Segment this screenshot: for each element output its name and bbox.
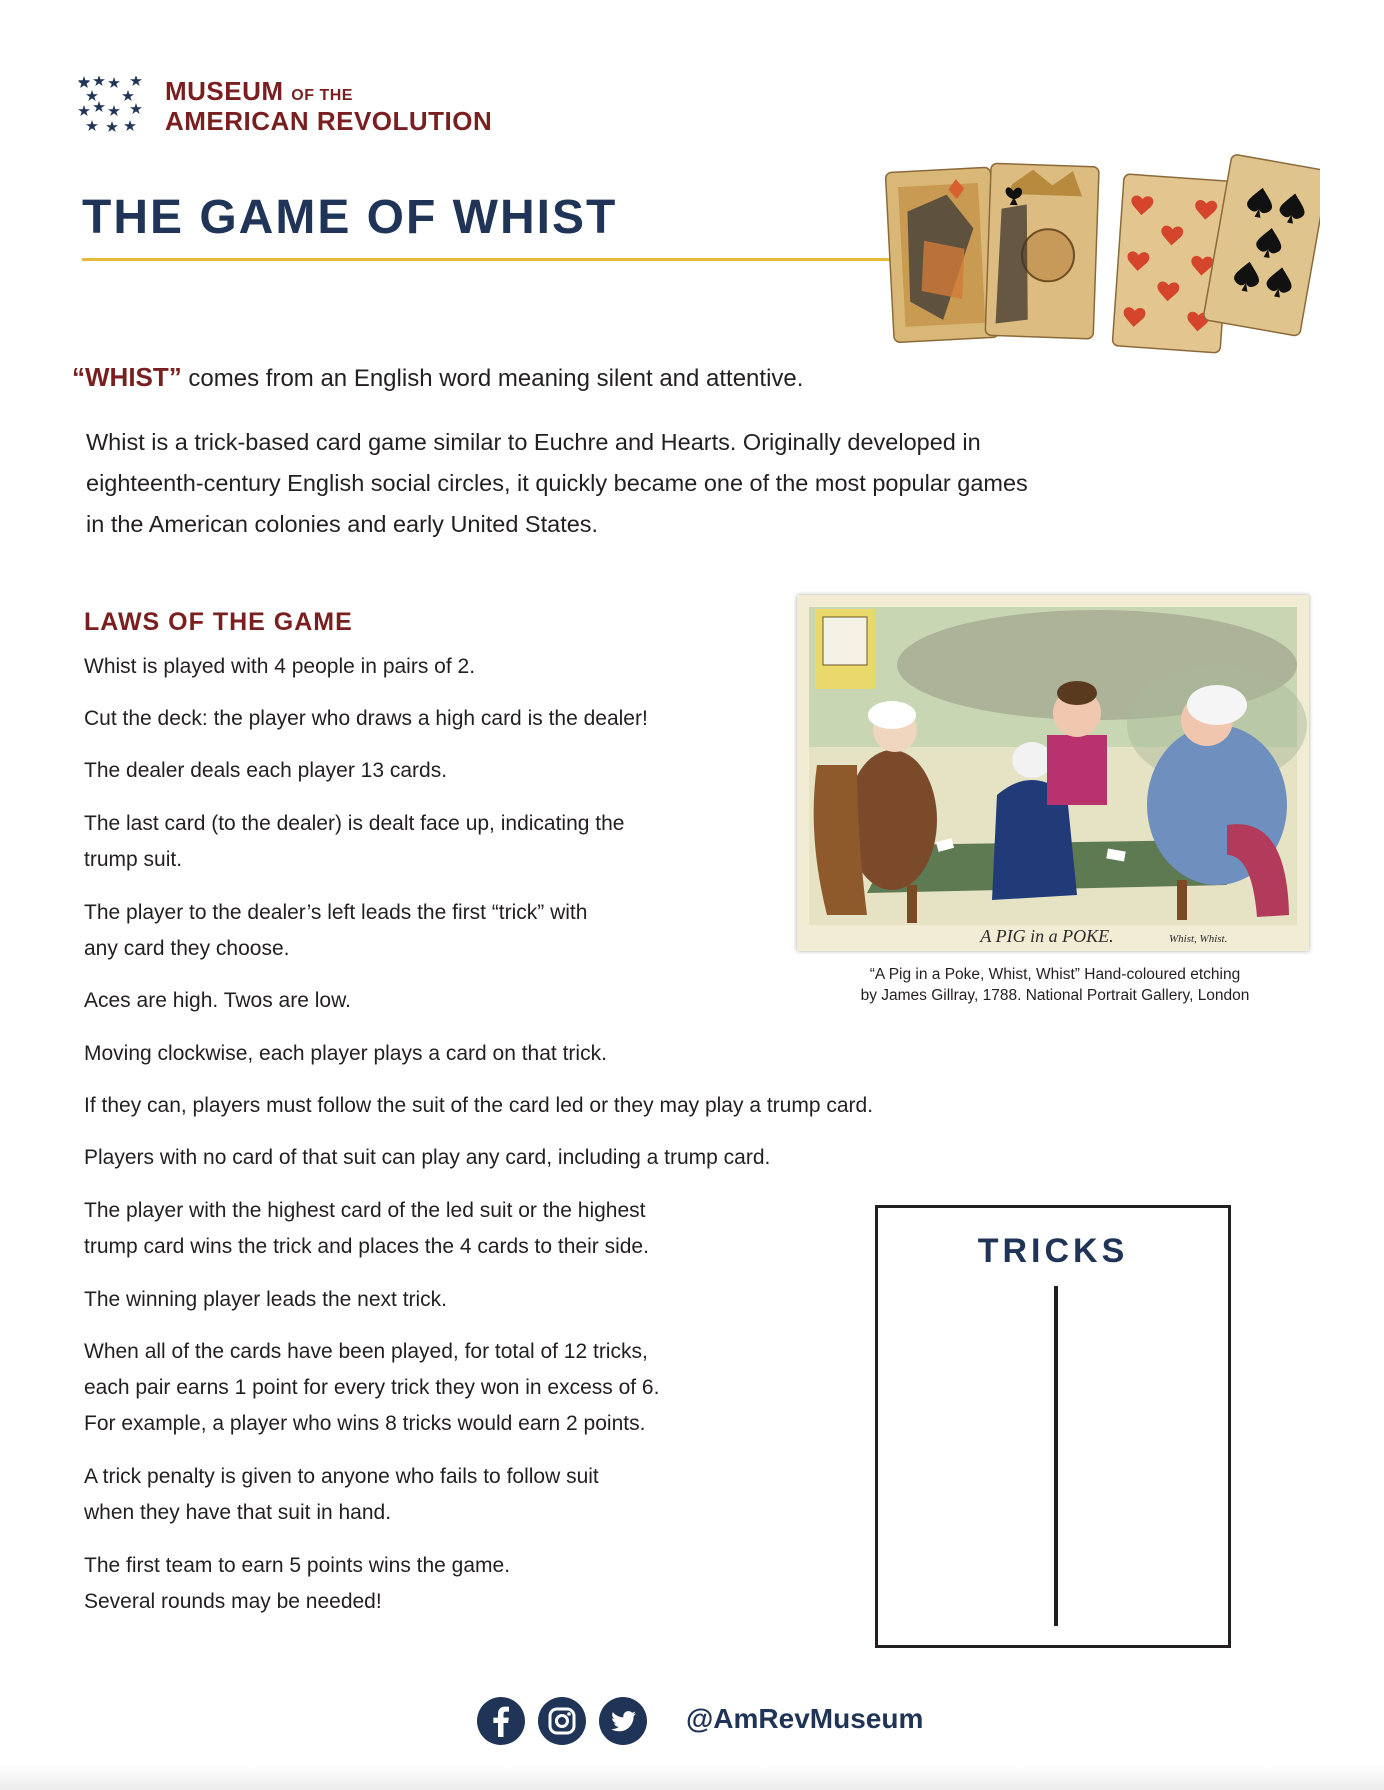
- title-rule: [82, 258, 912, 261]
- tricks-label: TRICKS: [977, 1232, 1129, 1270]
- intro-line: in the American colonies and early United States.: [86, 511, 599, 537]
- tricks-divider: [1054, 1286, 1058, 1626]
- intro-line: Whist is a trick-based card game similar to Euchre and Hearts. Originally developed in: [86, 429, 981, 455]
- etching-plate-subtitle: Whist, Whist.: [1169, 933, 1228, 945]
- logo-text-museum: MUSEUM OF THE: [165, 76, 353, 106]
- law-item: The player to the dealer’s left leads the first “trick” with any card they choose.: [84, 901, 588, 960]
- logo-text-american-revolution: AMERICAN REVOLUTION: [165, 106, 493, 136]
- law-item: Players with no card of that suit can play any card, including a trump card.: [84, 1146, 771, 1169]
- playing-cards-image: [880, 150, 1320, 365]
- law-item: The winning player leads the next trick.: [84, 1288, 448, 1311]
- law-item: A trick penalty is given to anyone who fails to follow suit when they have that suit in hand.: [84, 1465, 599, 1524]
- whist-origin-text: comes from an English word meaning silent and attentive.: [181, 365, 804, 392]
- twitter-icon[interactable]: [599, 1697, 647, 1745]
- caption-line: by James Gillray, 1788. National Portrait Gallery, London: [860, 987, 1250, 1004]
- social-handle[interactable]: @AmRevMuseum: [686, 1703, 924, 1734]
- intro-paragraph: [86, 422, 1166, 545]
- caption-line: “A Pig in a Poke, Whist, Whist” Hand-coloured etching: [869, 966, 1241, 983]
- page-title: THE GAME OF WHIST: [82, 191, 618, 244]
- whist-origin-line: [72, 362, 803, 393]
- etching-plate-title: A PIG in a POKE.: [980, 926, 1114, 946]
- law-item: Cut the deck: the player who draws a high card is the dealer!: [84, 707, 648, 730]
- law-item: When all of the cards have been played, for total of 12 tricks, each pair earns 1 point for every trick they won in excess of 6. For example, a player who wins 8 tricks would earn 2 points.: [84, 1340, 660, 1435]
- footer-fade: [0, 1765, 1384, 1790]
- law-item: The last card (to the dealer) is dealt face up, indicating the trump suit.: [84, 812, 625, 871]
- stars-icon: [78, 76, 150, 134]
- law-item: Moving clockwise, each player plays a card on that trick.: [84, 1042, 607, 1065]
- facebook-icon[interactable]: [477, 1697, 525, 1745]
- law-item: If they can, players must follow the suit of the card led or they may play a trump card.: [84, 1094, 874, 1117]
- law-item: The dealer deals each player 13 cards.: [84, 759, 448, 782]
- intro-line: eighteenth-century English social circles, it quickly became one of the most popular games: [86, 470, 1028, 496]
- law-item: The player with the highest card of the led suit or the highest trump card wins the trick and places the 4 cards to their side.: [84, 1199, 649, 1258]
- etching-caption: [800, 964, 1310, 1006]
- law-item: The first team to earn 5 points wins the game. Several rounds may be needed!: [84, 1554, 511, 1613]
- tricks-score-box: [875, 1205, 1231, 1648]
- etching-image: [797, 595, 1309, 951]
- law-item: Whist is played with 4 people in pairs of 2.: [84, 655, 476, 678]
- museum-logo: [78, 76, 498, 136]
- law-item: Aces are high. Twos are low.: [84, 989, 351, 1012]
- laws-heading: LAWS OF THE GAME: [84, 608, 353, 636]
- instagram-icon[interactable]: [538, 1697, 586, 1745]
- whist-word: “WHIST”: [72, 362, 182, 392]
